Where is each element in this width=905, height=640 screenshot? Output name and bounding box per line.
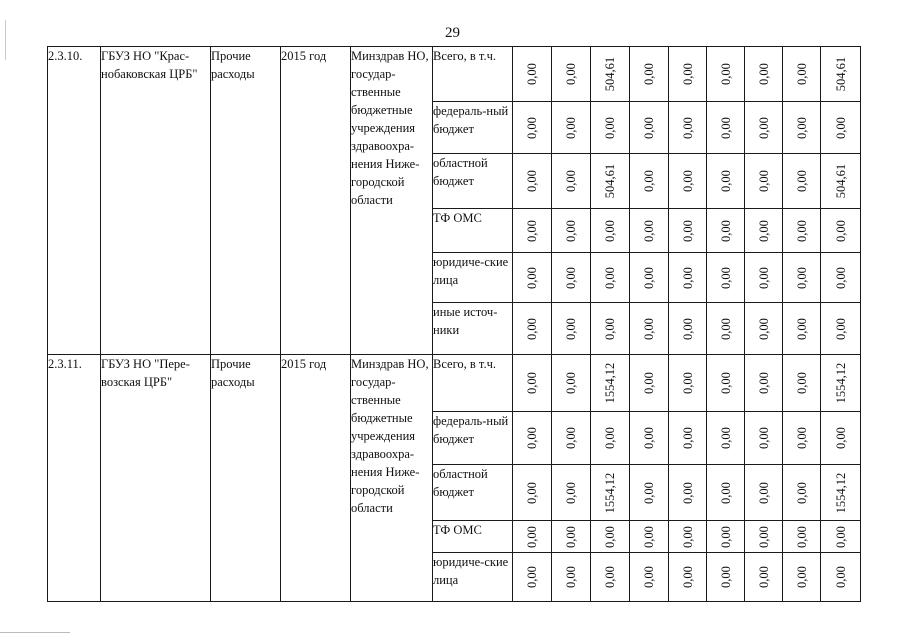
value-cell xyxy=(745,355,783,412)
value-text: 0,00 xyxy=(564,372,578,394)
value-cell xyxy=(745,465,783,521)
value-cell xyxy=(821,355,861,412)
value-text: 0,00 xyxy=(756,372,771,394)
value-text: 0,00 xyxy=(718,372,733,394)
item-number: 2.3.10. xyxy=(48,47,101,355)
value-text: 0,00 xyxy=(603,427,617,449)
value-text: 0,00 xyxy=(564,116,578,139)
value-cell xyxy=(707,465,745,521)
value-text: 0,00 xyxy=(756,219,771,242)
value-cell xyxy=(513,47,552,102)
funding-source: областной бюджет xyxy=(433,465,513,521)
value-text: 0,00 xyxy=(833,525,848,548)
value-cell xyxy=(745,521,783,553)
value-text: 0,00 xyxy=(525,372,539,394)
value-cell xyxy=(669,303,707,355)
value-cell xyxy=(552,465,591,521)
value-text: 0,00 xyxy=(794,525,809,548)
item-number: 2.3.11. xyxy=(48,355,101,602)
value-text: 0,00 xyxy=(603,317,617,340)
table-row xyxy=(48,355,861,412)
value-text: 0,00 xyxy=(603,219,617,242)
value-cell xyxy=(513,521,552,553)
value-text: 0,00 xyxy=(794,170,809,192)
value-cell xyxy=(745,553,783,602)
value-text: 0,00 xyxy=(564,266,578,289)
organization: Минздрав НО, государ-ственные бюджетные учреждения здравоохра-нения Ниже-городской области xyxy=(351,355,433,602)
value-cell xyxy=(745,412,783,465)
value-text: 0,00 xyxy=(642,566,656,588)
value-cell xyxy=(745,102,783,154)
value-cell xyxy=(783,253,821,303)
value-cell xyxy=(513,303,552,355)
value-text: 0,00 xyxy=(642,372,656,394)
value-cell xyxy=(552,154,591,209)
value-text: 0,00 xyxy=(833,317,848,340)
page-number: 29 xyxy=(445,25,460,41)
value-text: 0,00 xyxy=(564,525,578,548)
value-cell xyxy=(552,553,591,602)
value-cell xyxy=(513,253,552,303)
table-row xyxy=(48,47,861,102)
value-cell xyxy=(669,253,707,303)
value-cell xyxy=(591,553,630,602)
value-cell xyxy=(821,47,861,102)
funding-source: областной бюджет xyxy=(433,154,513,209)
value-cell xyxy=(591,465,630,521)
value-cell xyxy=(745,47,783,102)
value-cell xyxy=(707,102,745,154)
value-text: 0,00 xyxy=(642,63,656,85)
value-text: 0,00 xyxy=(756,317,771,340)
value-text: 0,00 xyxy=(680,116,695,139)
value-cell xyxy=(783,154,821,209)
scan-edge-bottom xyxy=(0,632,70,633)
value-text: 0,00 xyxy=(525,525,539,548)
value-text: 0,00 xyxy=(833,566,848,588)
value-cell xyxy=(707,209,745,253)
value-cell xyxy=(513,412,552,465)
value-text: 0,00 xyxy=(833,219,848,242)
value-cell xyxy=(669,553,707,602)
value-cell xyxy=(513,209,552,253)
value-text: 0,00 xyxy=(642,525,656,548)
value-cell xyxy=(630,412,669,465)
value-cell xyxy=(630,355,669,412)
value-text: 0,00 xyxy=(642,116,656,139)
value-cell xyxy=(707,412,745,465)
value-text: 0,00 xyxy=(680,170,695,192)
value-cell xyxy=(630,465,669,521)
value-text: 0,00 xyxy=(833,266,848,289)
value-cell xyxy=(821,154,861,209)
institution-name: ГБУЗ НО "Пере-возская ЦРБ" xyxy=(101,355,211,602)
value-text: 0,00 xyxy=(525,219,539,242)
value-cell xyxy=(630,154,669,209)
value-cell xyxy=(745,303,783,355)
value-text: 0,00 xyxy=(718,566,733,588)
value-text: 0,00 xyxy=(642,481,656,504)
value-cell xyxy=(591,355,630,412)
value-cell xyxy=(783,355,821,412)
funding-source: юридиче-ские лица xyxy=(433,253,513,303)
value-cell xyxy=(707,521,745,553)
value-cell xyxy=(783,553,821,602)
value-cell xyxy=(669,465,707,521)
value-text: 0,00 xyxy=(525,116,539,139)
value-cell xyxy=(513,355,552,412)
value-cell xyxy=(591,412,630,465)
value-cell xyxy=(783,102,821,154)
value-text: 0,00 xyxy=(680,525,695,548)
value-cell xyxy=(745,253,783,303)
value-cell xyxy=(591,521,630,553)
value-cell xyxy=(707,154,745,209)
value-text: 0,00 xyxy=(680,566,695,588)
value-cell xyxy=(591,47,630,102)
value-text: 0,00 xyxy=(642,219,656,242)
expense-type: Прочие расходы xyxy=(211,47,281,355)
value-cell xyxy=(552,355,591,412)
funding-source: ТФ ОМС xyxy=(433,521,513,553)
value-cell xyxy=(783,412,821,465)
value-cell xyxy=(707,553,745,602)
value-cell xyxy=(707,355,745,412)
value-text: 0,00 xyxy=(794,63,809,85)
year: 2015 год xyxy=(281,355,351,602)
value-text: 504,61 xyxy=(603,163,617,199)
value-cell xyxy=(669,102,707,154)
value-text: 0,00 xyxy=(564,63,578,85)
institution-name: ГБУЗ НО "Крас-нобаковская ЦРБ" xyxy=(101,47,211,355)
value-cell xyxy=(821,521,861,553)
value-cell xyxy=(745,154,783,209)
value-cell xyxy=(630,102,669,154)
value-text: 0,00 xyxy=(756,525,771,548)
value-text: 0,00 xyxy=(833,427,848,449)
funding-source: юридиче-ские лица xyxy=(433,553,513,602)
value-text: 0,00 xyxy=(794,372,809,394)
value-text: 0,00 xyxy=(603,116,617,139)
value-text: 0,00 xyxy=(564,170,578,192)
value-text: 0,00 xyxy=(718,116,733,139)
value-text: 0,00 xyxy=(642,317,656,340)
value-text: 0,00 xyxy=(642,427,656,449)
value-cell xyxy=(669,355,707,412)
value-cell xyxy=(783,209,821,253)
value-cell xyxy=(821,412,861,465)
value-text: 0,00 xyxy=(718,481,733,504)
value-text: 0,00 xyxy=(718,266,733,289)
expense-type: Прочие расходы xyxy=(211,355,281,602)
value-cell xyxy=(591,102,630,154)
value-text: 0,00 xyxy=(680,427,695,449)
value-text: 0,00 xyxy=(680,63,695,85)
value-text: 0,00 xyxy=(756,427,771,449)
value-cell xyxy=(783,47,821,102)
value-cell xyxy=(630,303,669,355)
value-cell xyxy=(552,253,591,303)
value-text: 0,00 xyxy=(525,317,539,340)
organization: Минздрав НО, государ-ственные бюджетные учреждения здравоохра-нения Ниже-городской области xyxy=(351,47,433,355)
value-cell xyxy=(669,521,707,553)
value-text: 0,00 xyxy=(564,481,578,504)
scan-edge-left xyxy=(5,20,6,60)
value-text: 0,00 xyxy=(525,170,539,192)
value-cell xyxy=(669,412,707,465)
year: 2015 год xyxy=(281,47,351,355)
value-cell xyxy=(745,209,783,253)
value-text: 0,00 xyxy=(794,481,809,504)
value-text: 0,00 xyxy=(603,266,617,289)
value-cell xyxy=(630,553,669,602)
value-text: 0,00 xyxy=(794,317,809,340)
value-text: 0,00 xyxy=(564,566,578,588)
value-text: 0,00 xyxy=(718,525,733,548)
value-text: 0,00 xyxy=(794,219,809,242)
value-text: 0,00 xyxy=(525,566,539,588)
value-text: 0,00 xyxy=(794,566,809,588)
value-text: 0,00 xyxy=(642,170,656,192)
value-text: 0,00 xyxy=(525,481,539,504)
value-text: 0,00 xyxy=(564,219,578,242)
value-cell xyxy=(630,209,669,253)
value-cell xyxy=(821,209,861,253)
value-text: 0,00 xyxy=(564,317,578,340)
value-cell xyxy=(630,47,669,102)
value-text: 1554,12 xyxy=(833,472,848,513)
value-cell xyxy=(591,154,630,209)
value-cell xyxy=(552,102,591,154)
value-text: 0,00 xyxy=(833,116,848,139)
value-cell xyxy=(552,412,591,465)
value-text: 0,00 xyxy=(756,63,771,85)
value-cell xyxy=(591,209,630,253)
funding-source: федераль-ный бюджет xyxy=(433,412,513,465)
value-cell xyxy=(821,253,861,303)
value-text: 504,61 xyxy=(833,56,848,92)
value-cell xyxy=(707,303,745,355)
value-cell xyxy=(821,553,861,602)
value-cell xyxy=(552,47,591,102)
value-text: 0,00 xyxy=(718,170,733,192)
value-cell xyxy=(707,253,745,303)
value-text: 0,00 xyxy=(756,566,771,588)
value-text: 0,00 xyxy=(603,566,617,588)
value-text: 1554,12 xyxy=(603,362,617,404)
value-cell xyxy=(821,303,861,355)
value-text: 0,00 xyxy=(680,372,695,394)
value-cell xyxy=(552,303,591,355)
value-text: 0,00 xyxy=(525,266,539,289)
value-text: 0,00 xyxy=(718,63,733,85)
value-cell xyxy=(513,465,552,521)
value-text: 0,00 xyxy=(642,266,656,289)
value-text: 0,00 xyxy=(718,317,733,340)
funding-source: федераль-ный бюджет xyxy=(433,102,513,154)
value-cell xyxy=(552,209,591,253)
value-text: 0,00 xyxy=(603,525,617,548)
value-text: 0,00 xyxy=(794,266,809,289)
value-text: 504,61 xyxy=(833,163,848,199)
value-cell xyxy=(821,102,861,154)
value-cell xyxy=(783,465,821,521)
value-cell xyxy=(552,521,591,553)
value-cell xyxy=(707,47,745,102)
value-cell xyxy=(630,521,669,553)
value-text: 0,00 xyxy=(680,317,695,340)
value-text: 0,00 xyxy=(680,481,695,504)
value-text: 504,61 xyxy=(603,56,617,92)
value-cell xyxy=(783,521,821,553)
value-cell xyxy=(591,303,630,355)
value-cell xyxy=(669,154,707,209)
value-text: 0,00 xyxy=(756,170,771,192)
funding-source: ТФ ОМС xyxy=(433,209,513,253)
value-cell xyxy=(513,553,552,602)
value-cell xyxy=(669,209,707,253)
value-text: 0,00 xyxy=(756,116,771,139)
value-cell xyxy=(821,465,861,521)
value-text: 0,00 xyxy=(756,266,771,289)
value-text: 0,00 xyxy=(680,219,695,242)
value-text: 0,00 xyxy=(718,219,733,242)
value-text: 0,00 xyxy=(794,427,809,449)
value-cell xyxy=(783,303,821,355)
funding-source: Всего, в т.ч. xyxy=(433,47,513,102)
value-text: 1554,12 xyxy=(833,362,848,404)
value-text: 0,00 xyxy=(794,116,809,139)
funding-source: иные источ-ники xyxy=(433,303,513,355)
value-text: 0,00 xyxy=(718,427,733,449)
value-text: 0,00 xyxy=(756,481,771,504)
funding-source: Всего, в т.ч. xyxy=(433,355,513,412)
budget-table xyxy=(47,46,861,602)
value-cell xyxy=(591,253,630,303)
value-text: 0,00 xyxy=(525,427,539,449)
value-text: 0,00 xyxy=(564,427,578,449)
value-cell xyxy=(630,253,669,303)
value-cell xyxy=(669,47,707,102)
value-text: 0,00 xyxy=(680,266,695,289)
value-text: 1554,12 xyxy=(603,472,617,513)
value-text: 0,00 xyxy=(525,63,539,85)
value-cell xyxy=(513,154,552,209)
value-cell xyxy=(513,102,552,154)
